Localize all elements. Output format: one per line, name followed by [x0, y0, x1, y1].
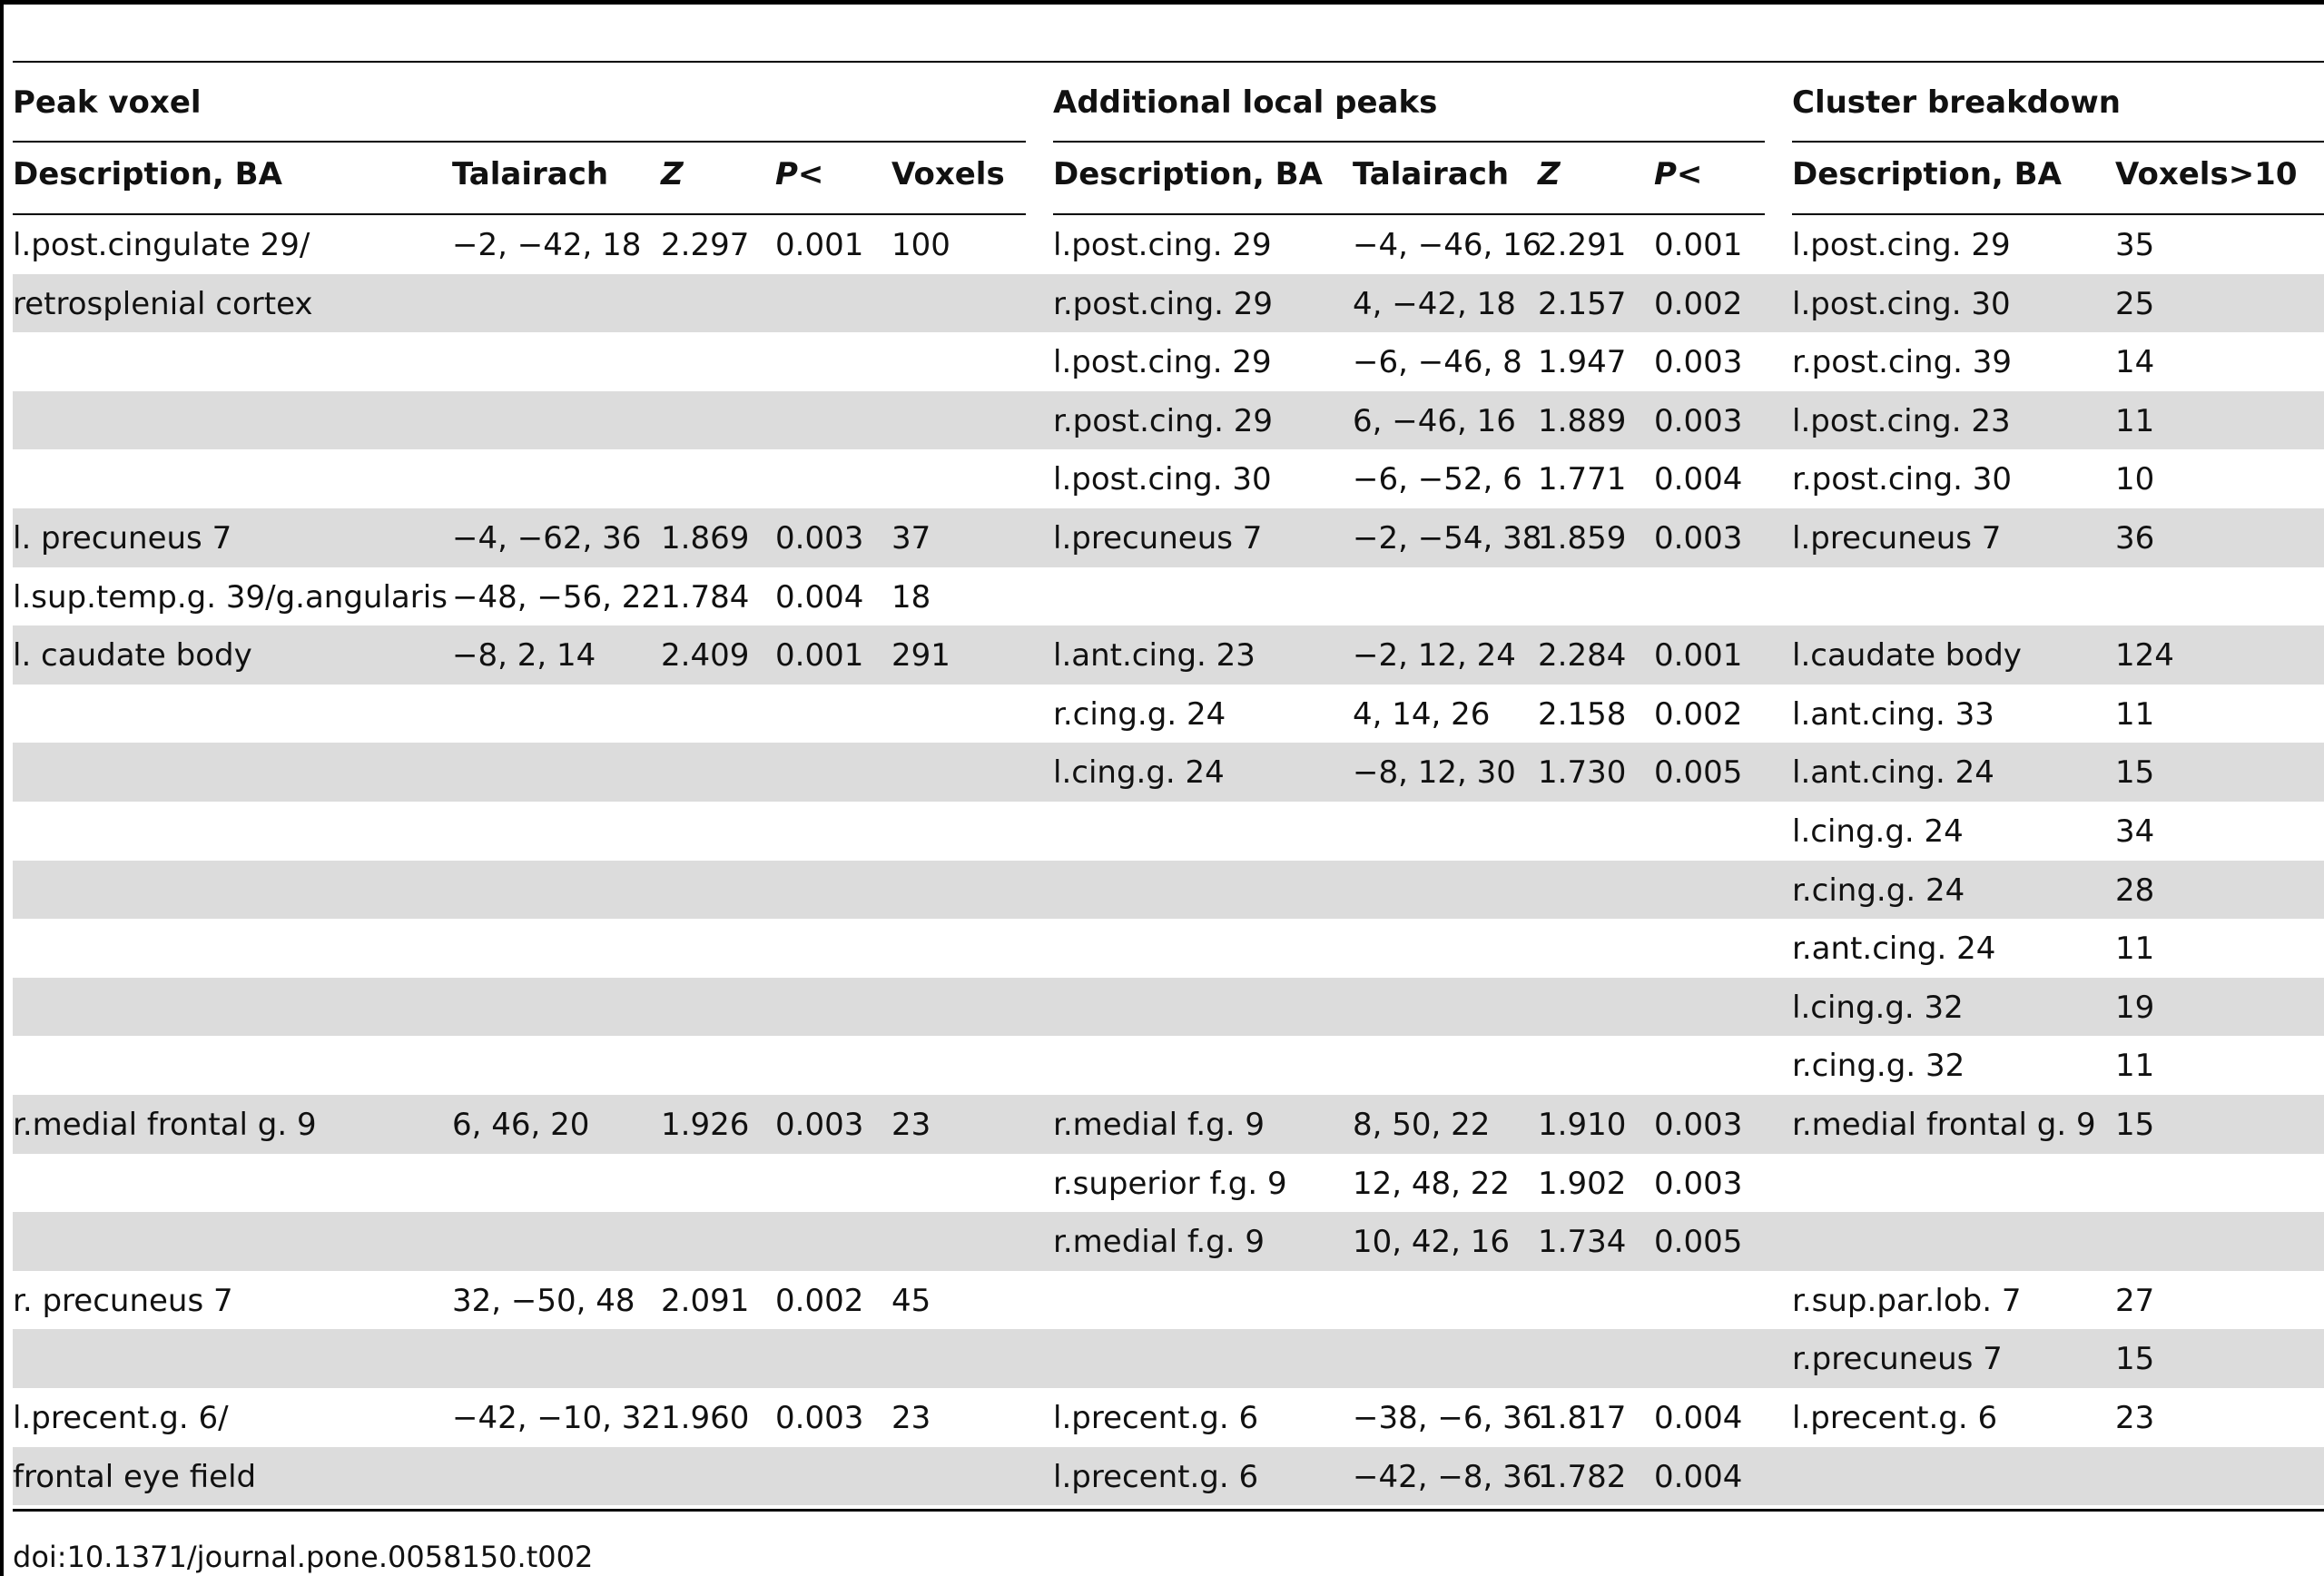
table-cell: 45	[891, 1282, 931, 1319]
table-cell: −48, −56, 22	[452, 578, 661, 616]
table-cell: 0.004	[1654, 1400, 1743, 1436]
table-cell: r.sup.par.lob. 7	[1792, 1282, 2022, 1319]
table-cell: r.cing.g. 24	[1792, 872, 1965, 909]
table-cell: 2.297	[661, 227, 750, 263]
column-header-p-local: P<	[1654, 156, 1703, 192]
column-header-p: P<	[775, 156, 824, 192]
table-cell: 1.734	[1538, 1224, 1627, 1261]
table-cell: l.post.cing. 30	[1053, 461, 1272, 498]
table-cell: l. precuneus 7	[13, 520, 232, 557]
table-cell: l.post.cingulate 29/	[13, 227, 310, 263]
column-header-description: Description, BA	[13, 156, 282, 192]
group-header-peak-voxel: Peak voxel	[13, 84, 202, 121]
table-cell: 28	[2115, 872, 2155, 909]
table-cell: r.superior f.g. 9	[1053, 1165, 1287, 1202]
group-underline-cluster-breakdown	[1792, 141, 2324, 143]
table-cell: 15	[2115, 1107, 2155, 1143]
group-underline-peak-voxel	[13, 141, 1026, 143]
group-header-cluster-breakdown: Cluster breakdown	[1792, 84, 2121, 121]
table-cell: 0.004	[775, 578, 864, 616]
table-cell: 11	[2115, 931, 2155, 968]
table-cell: 0.001	[1654, 637, 1743, 675]
table-cell: 0.005	[1654, 754, 1743, 792]
table-cell: r.medial f.g. 9	[1053, 1224, 1265, 1261]
table-cell: 1.902	[1538, 1165, 1627, 1202]
table-cell: 32, −50, 48	[452, 1282, 635, 1319]
table-cell: 1.730	[1538, 754, 1627, 792]
column-header-voxels-cluster: Voxels>10	[2115, 156, 2298, 192]
table-cell: 4, −42, 18	[1353, 285, 1516, 322]
table-cell: 0.003	[1654, 1165, 1743, 1202]
column-header-description-local: Description, BA	[1053, 156, 1323, 192]
table-cell: 124	[2115, 637, 2174, 675]
table-cell: 1.782	[1538, 1458, 1627, 1495]
table-row	[13, 861, 2324, 920]
table-cell: 6, −46, 16	[1353, 402, 1516, 439]
top-rule	[0, 0, 2324, 5]
table-cell: 0.005	[1654, 1224, 1743, 1261]
table-cell: r.post.cing. 30	[1792, 461, 2013, 498]
table-cell: 2.284	[1538, 637, 1627, 675]
table-cell: 100	[891, 227, 950, 263]
table-cell: 10	[2115, 461, 2155, 498]
table-row	[13, 978, 2324, 1037]
table-cell: −2, −54, 38	[1353, 520, 1542, 557]
table-cell: l.ant.cing. 33	[1792, 695, 1994, 733]
table-cell: 0.003	[1654, 402, 1743, 439]
table-cell: r.cing.g. 32	[1792, 1048, 1965, 1085]
table-cell: 0.003	[775, 1400, 864, 1436]
table-cell: l.precent.g. 6	[1053, 1458, 1259, 1495]
table-cell: r.precuneus 7	[1792, 1341, 2003, 1378]
table-cell: −6, −46, 8	[1353, 344, 1522, 381]
table-cell: 0.004	[1654, 1458, 1743, 1495]
table-cell: 0.003	[775, 520, 864, 557]
table-cell: 10, 42, 16	[1353, 1224, 1511, 1261]
table-cell: 0.002	[775, 1282, 864, 1319]
table-cell: −2, −42, 18	[452, 227, 642, 263]
table-row	[13, 802, 2324, 861]
left-border	[0, 0, 4, 1576]
table-cell: 23	[2115, 1400, 2155, 1436]
table-cell: r.medial f.g. 9	[1053, 1107, 1265, 1143]
table-cell: 1.859	[1538, 520, 1627, 557]
table-cell: r.medial frontal g. 9	[1792, 1107, 2096, 1143]
table-cell: l.sup.temp.g. 39/g.angularis	[13, 578, 448, 616]
table-cell: 11	[2115, 1048, 2155, 1085]
table-cell: −42, −10, 32	[452, 1400, 661, 1436]
doi-caption: doi:10.1371/journal.pone.0058150.t002	[13, 1540, 594, 1574]
table-cell: l.precent.g. 6	[1792, 1400, 1998, 1436]
table-cell: −8, 2, 14	[452, 637, 596, 675]
table-cell: l.cing.g. 24	[1792, 813, 1964, 850]
table-cell: 19	[2115, 989, 2155, 1026]
table-cell: 0.003	[775, 1107, 864, 1143]
table-cell: 2.158	[1538, 695, 1627, 733]
table-cell: 36	[2115, 520, 2155, 557]
table-cell: 0.003	[1654, 1107, 1743, 1143]
table-cell: r.post.cing. 29	[1053, 402, 1274, 439]
table-cell: 291	[891, 637, 950, 675]
column-header-z-local: Z	[1538, 156, 1561, 192]
table-cell: l.precent.g. 6	[1053, 1400, 1259, 1436]
table-cell: 0.004	[1654, 461, 1743, 498]
table-cell: 11	[2115, 695, 2155, 733]
table-cell: frontal eye field	[13, 1458, 257, 1495]
table-cell: 37	[891, 520, 931, 557]
table-cell: l.precuneus 7	[1792, 520, 2002, 557]
table-cell: l.caudate body	[1792, 637, 2022, 675]
table-cell: 34	[2115, 813, 2155, 850]
group-underline-additional-local-peaks	[1053, 141, 1765, 143]
table-cell: r.medial frontal g. 9	[13, 1107, 317, 1143]
table-cell: l.precent.g. 6/	[13, 1400, 229, 1436]
column-header-talairach-local: Talairach	[1353, 156, 1510, 192]
table-cell: 2.091	[661, 1282, 750, 1319]
table-cell: −4, −46, 16	[1353, 227, 1542, 263]
table-cell: 0.003	[1654, 344, 1743, 381]
table-cell: 0.001	[775, 637, 864, 675]
column-header-voxels: Voxels	[891, 156, 1005, 192]
table-cell: 14	[2115, 344, 2155, 381]
table-cell: 0.001	[1654, 227, 1743, 263]
table-cell: r.post.cing. 39	[1792, 344, 2013, 381]
table-cell: 1.869	[661, 520, 750, 557]
table-cell: 0.002	[1654, 285, 1743, 322]
table-cell: 18	[891, 578, 931, 616]
table-cell: −6, −52, 6	[1353, 461, 1522, 498]
table-cell: l. caudate body	[13, 637, 252, 675]
table-cell: l.post.cing. 30	[1792, 285, 2011, 322]
table-cell: 2.157	[1538, 285, 1627, 322]
table-cell: l.precuneus 7	[1053, 520, 1263, 557]
table-cell: 0.001	[775, 227, 864, 263]
table-cell: l.post.cing. 23	[1792, 402, 2011, 439]
table-cell: 1.784	[661, 578, 750, 616]
table-cell: l.post.cing. 29	[1053, 344, 1272, 381]
table-cell: l.ant.cing. 23	[1053, 637, 1256, 675]
table-cell: 23	[891, 1107, 931, 1143]
header-top-rule	[13, 61, 2324, 63]
group-header-additional-local-peaks: Additional local peaks	[1053, 84, 1438, 121]
table-cell: 35	[2115, 227, 2155, 263]
table-cell: l.cing.g. 24	[1053, 754, 1225, 792]
table-cell: l.post.cing. 29	[1053, 227, 1272, 263]
table-cell: 1.947	[1538, 344, 1627, 381]
table-cell: 1.817	[1538, 1400, 1627, 1436]
table-cell: 1.926	[661, 1107, 750, 1143]
bottom-rule	[13, 1509, 2324, 1512]
table-cell: r.ant.cing. 24	[1792, 931, 1996, 968]
table-cell: r. precuneus 7	[13, 1282, 233, 1319]
table-cell: 15	[2115, 1341, 2155, 1378]
column-header-z: Z	[661, 156, 684, 192]
table-cell: 2.291	[1538, 227, 1627, 263]
table-cell: 1.910	[1538, 1107, 1627, 1143]
table-cell: l.post.cing. 29	[1792, 227, 2011, 263]
table-cell: 0.002	[1654, 695, 1743, 733]
table-cell: 23	[891, 1400, 931, 1436]
table-row	[13, 1036, 2324, 1095]
table-cell: 15	[2115, 754, 2155, 792]
table-cell: 1.960	[661, 1400, 750, 1436]
table-cell: −4, −62, 36	[452, 520, 642, 557]
table-cell: 11	[2115, 402, 2155, 439]
table-cell: 2.409	[661, 637, 750, 675]
column-header-description-cluster: Description, BA	[1792, 156, 2062, 192]
table-cell: 6, 46, 20	[452, 1107, 590, 1143]
table-cell: 12, 48, 22	[1353, 1165, 1511, 1202]
table-cell: 25	[2115, 285, 2155, 322]
table-cell: l.cing.g. 32	[1792, 989, 1964, 1026]
table-cell: 0.003	[1654, 520, 1743, 557]
table-cell: 1.771	[1538, 461, 1627, 498]
table-cell: 1.889	[1538, 402, 1627, 439]
table-cell: −42, −8, 36	[1353, 1458, 1542, 1495]
table-cell: r.post.cing. 29	[1053, 285, 1274, 322]
table-cell: 27	[2115, 1282, 2155, 1319]
table-cell: −38, −6, 36	[1353, 1400, 1542, 1436]
table-cell: 4, 14, 26	[1353, 695, 1491, 733]
table-cell: r.cing.g. 24	[1053, 695, 1226, 733]
table-cell: l.ant.cing. 24	[1792, 754, 1994, 792]
table-cell: −8, 12, 30	[1353, 754, 1516, 792]
table-cell: −2, 12, 24	[1353, 637, 1516, 675]
table-cell: retrosplenial cortex	[13, 285, 313, 322]
table-cell: 8, 50, 22	[1353, 1107, 1491, 1143]
column-header-talairach: Talairach	[452, 156, 609, 192]
